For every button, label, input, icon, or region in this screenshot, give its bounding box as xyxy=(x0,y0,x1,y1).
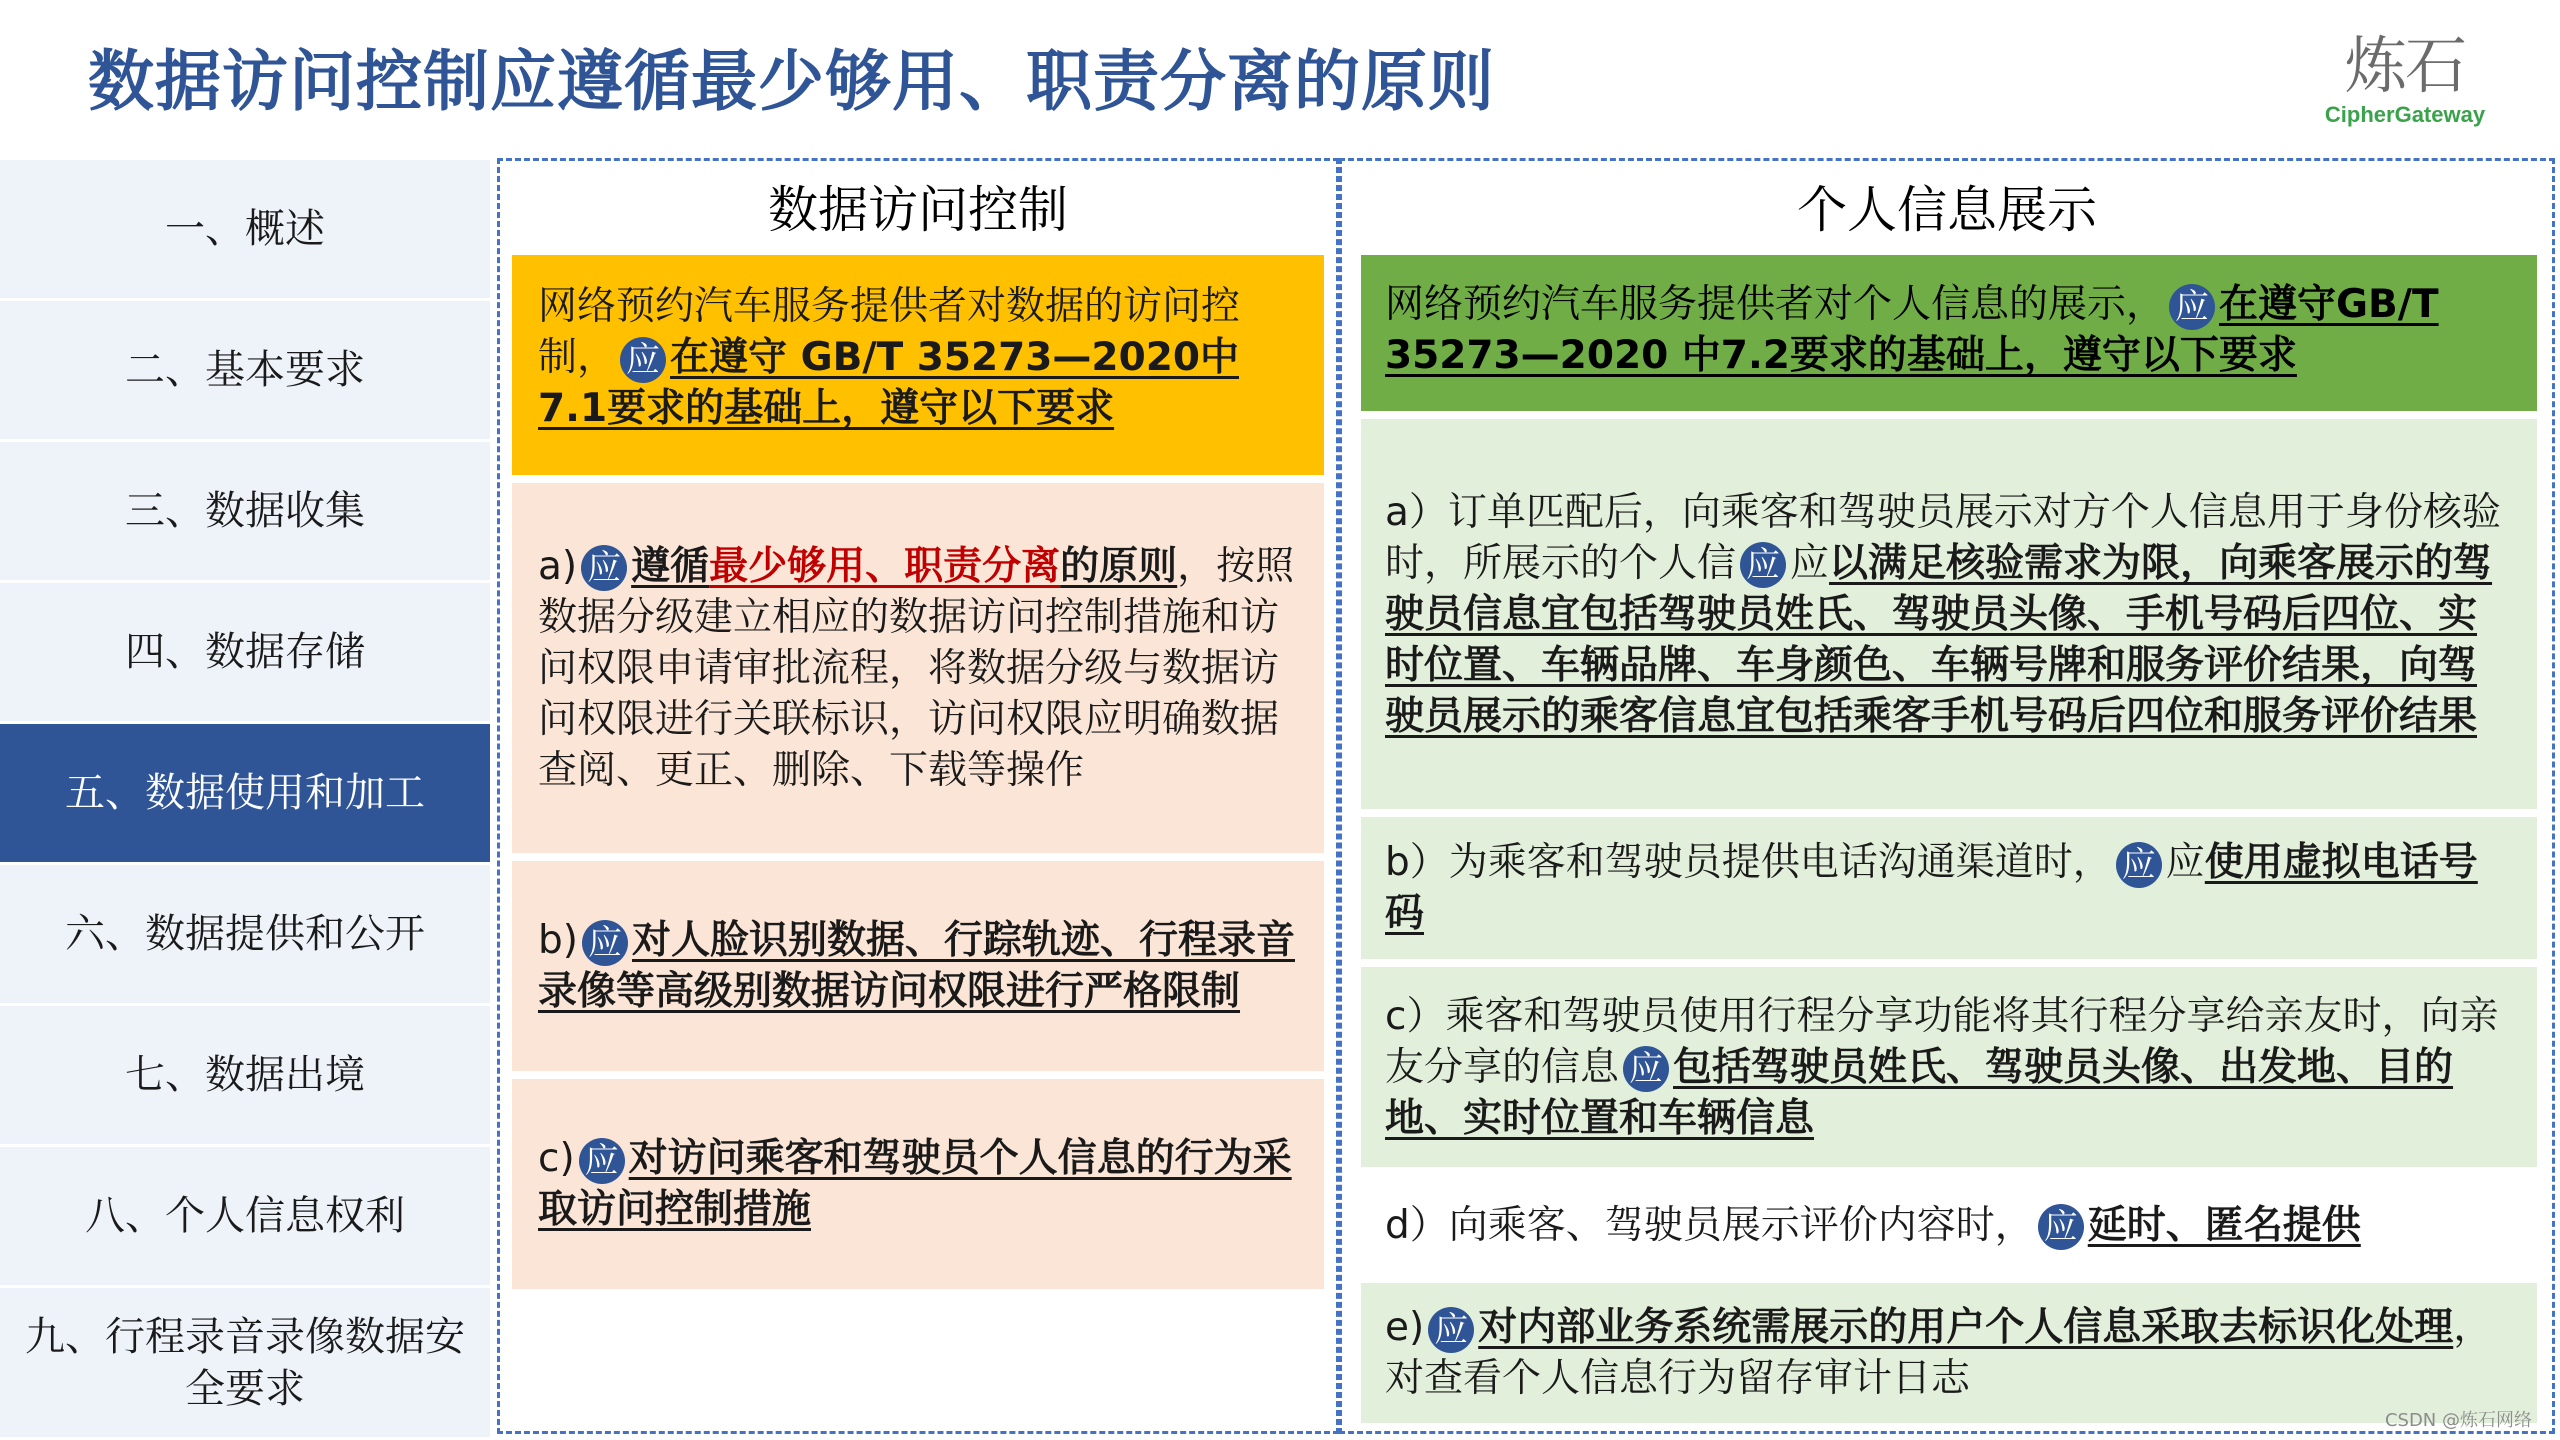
watermark: CSDN @炼石网络 xyxy=(2384,1410,2532,1431)
logo-mark: 炼石 xyxy=(2344,29,2465,102)
item-b-text: 对人脸识别数据、行踪轨迹、行程录音录像等高级别数据访问权限进行严格限制 xyxy=(538,918,1295,1014)
list-item-e xyxy=(1361,1283,2537,1423)
sidebar-item-data-collection[interactable]: 三、数据收集 xyxy=(0,442,490,583)
personal-info-panel xyxy=(1339,158,2555,1434)
personal-info-intro xyxy=(1361,255,2537,411)
intro-requirement: 在遵守 GB/T 35273—2020中7.1要求的基础上，遵守以下要求 xyxy=(538,335,1239,431)
item-e-rest: ，对查看个人信息行为留存审计日志 xyxy=(1385,1305,2493,1401)
should-badge: 应 xyxy=(1623,1046,1669,1092)
item-prefix: c) xyxy=(538,1136,575,1181)
should-badge: 应 xyxy=(581,545,627,591)
sidebar-item-data-export[interactable]: 七、数据出境 xyxy=(0,1006,490,1147)
item-c-requirement: 包括驾驶员姓氏、驾驶员头像、出发地、目的地、实时位置和车辆信息 xyxy=(1385,1044,2454,1141)
intro-text: 网络预约汽车服务提供者对数据的访问控制， xyxy=(538,284,1241,380)
list-item-c xyxy=(512,1079,1324,1289)
access-control-intro xyxy=(512,255,1324,475)
sidebar-item-data-provision[interactable]: 六、数据提供和公开 xyxy=(0,865,490,1006)
list-item-a xyxy=(1361,419,2537,809)
intro-text: 网络预约汽车服务提供者对个人信息的展示， xyxy=(1385,282,2166,327)
list-item-c xyxy=(1361,967,2537,1167)
should-badge: 应 xyxy=(1740,542,1786,588)
access-control-panel xyxy=(497,158,1339,1434)
item-b-requirement: 使用虚拟电话号码 xyxy=(1385,840,2478,936)
should-badge: 应 xyxy=(2169,284,2215,330)
item-a-rest: ，按照数据分级建立相应的数据访问控制措施和访问权限申请审批流程，将数据分级与数据访问权限进行关联标识，访问权限应明确数据查阅、更正、删除、下载等操作 xyxy=(538,543,1295,793)
should-badge: 应 xyxy=(2116,842,2162,888)
list-item-b xyxy=(1361,817,2537,959)
sidebar-item-data-storage[interactable]: 四、数据存储 xyxy=(0,583,490,724)
should-badge: 应 xyxy=(582,920,628,966)
item-a-emphasis: 最少够用、职责分离 xyxy=(709,543,1061,589)
item-b-text: b）为乘客和驾驶员提供电话沟通渠道时， xyxy=(1385,840,2112,885)
item-d-text: d）向乘客、驾驶员展示评价内容时， xyxy=(1385,1202,2034,1248)
item-prefix: b) xyxy=(538,918,578,963)
sidebar xyxy=(0,160,490,1440)
should-badge: 应 xyxy=(1428,1307,1474,1353)
item-a-u2: 的原则 xyxy=(1060,543,1178,589)
should-badge: 应 xyxy=(2038,1204,2084,1250)
list-item-a xyxy=(512,483,1324,853)
item-e-requirement: 对内部业务系统需展示的用户个人信息采取去标识化处理 xyxy=(1478,1305,2454,1350)
list-item-d xyxy=(1361,1175,2537,1275)
item-prefix: e) xyxy=(1385,1305,1425,1350)
item-a-after: 应 xyxy=(1790,540,1830,586)
personal-info-heading: 个人信息展示 xyxy=(1797,181,2097,239)
should-badge: 应 xyxy=(579,1138,625,1184)
sidebar-item-personal-rights[interactable]: 八、个人信息权利 xyxy=(0,1147,490,1288)
logo xyxy=(2310,26,2500,128)
list-item-b xyxy=(512,861,1324,1071)
item-d-requirement: 延时、匿名提供 xyxy=(2087,1202,2361,1248)
access-control-heading: 数据访问控制 xyxy=(768,181,1068,239)
should-badge: 应 xyxy=(620,337,666,383)
sidebar-item-basic-requirements[interactable]: 二、基本要求 xyxy=(0,301,490,442)
logo-subtitle: CipherGateway xyxy=(2324,102,2486,127)
item-b-after: 应 xyxy=(2165,840,2205,885)
sidebar-item-overview[interactable]: 一、概述 xyxy=(0,160,490,301)
intro-requirement: 在遵守GB/T 35273—2020 中7.2要求的基础上，遵守以下要求 xyxy=(1385,282,2439,378)
item-prefix: a) xyxy=(538,543,578,589)
item-c-text: 对访问乘客和驾驶员个人信息的行为采取访问控制措施 xyxy=(538,1136,1292,1232)
item-a-text: a）订单匹配后，向乘客和驾驶员展示对方个人信息用于身份核验时，所展示的个人信 xyxy=(1385,489,2501,586)
sidebar-item-trip-recording[interactable]: 九、行程录音录像数据安全要求 xyxy=(0,1288,490,1440)
page-title: 数据访问控制应遵循最少够用、职责分离的原则 xyxy=(88,43,1495,120)
sidebar-item-data-use[interactable]: 五、数据使用和加工 xyxy=(0,724,490,865)
item-a-u1: 遵循 xyxy=(631,543,710,589)
item-c-text: c）乘客和驾驶员使用行程分享功能将其行程分享给亲友时，向亲友分享的信息 xyxy=(1385,993,2499,1090)
item-a-requirement: 以满足核验需求为限，向乘客展示的驾驶员信息宜包括驾驶员姓氏、驾驶员头像、手机号码后四位、实时位置、车辆品牌、车身颜色、车辆号牌和服务评价结果，向驾驶员展示的乘客信息宜包括乘客手机号码后四位和服务评价结果 xyxy=(1385,540,2493,739)
